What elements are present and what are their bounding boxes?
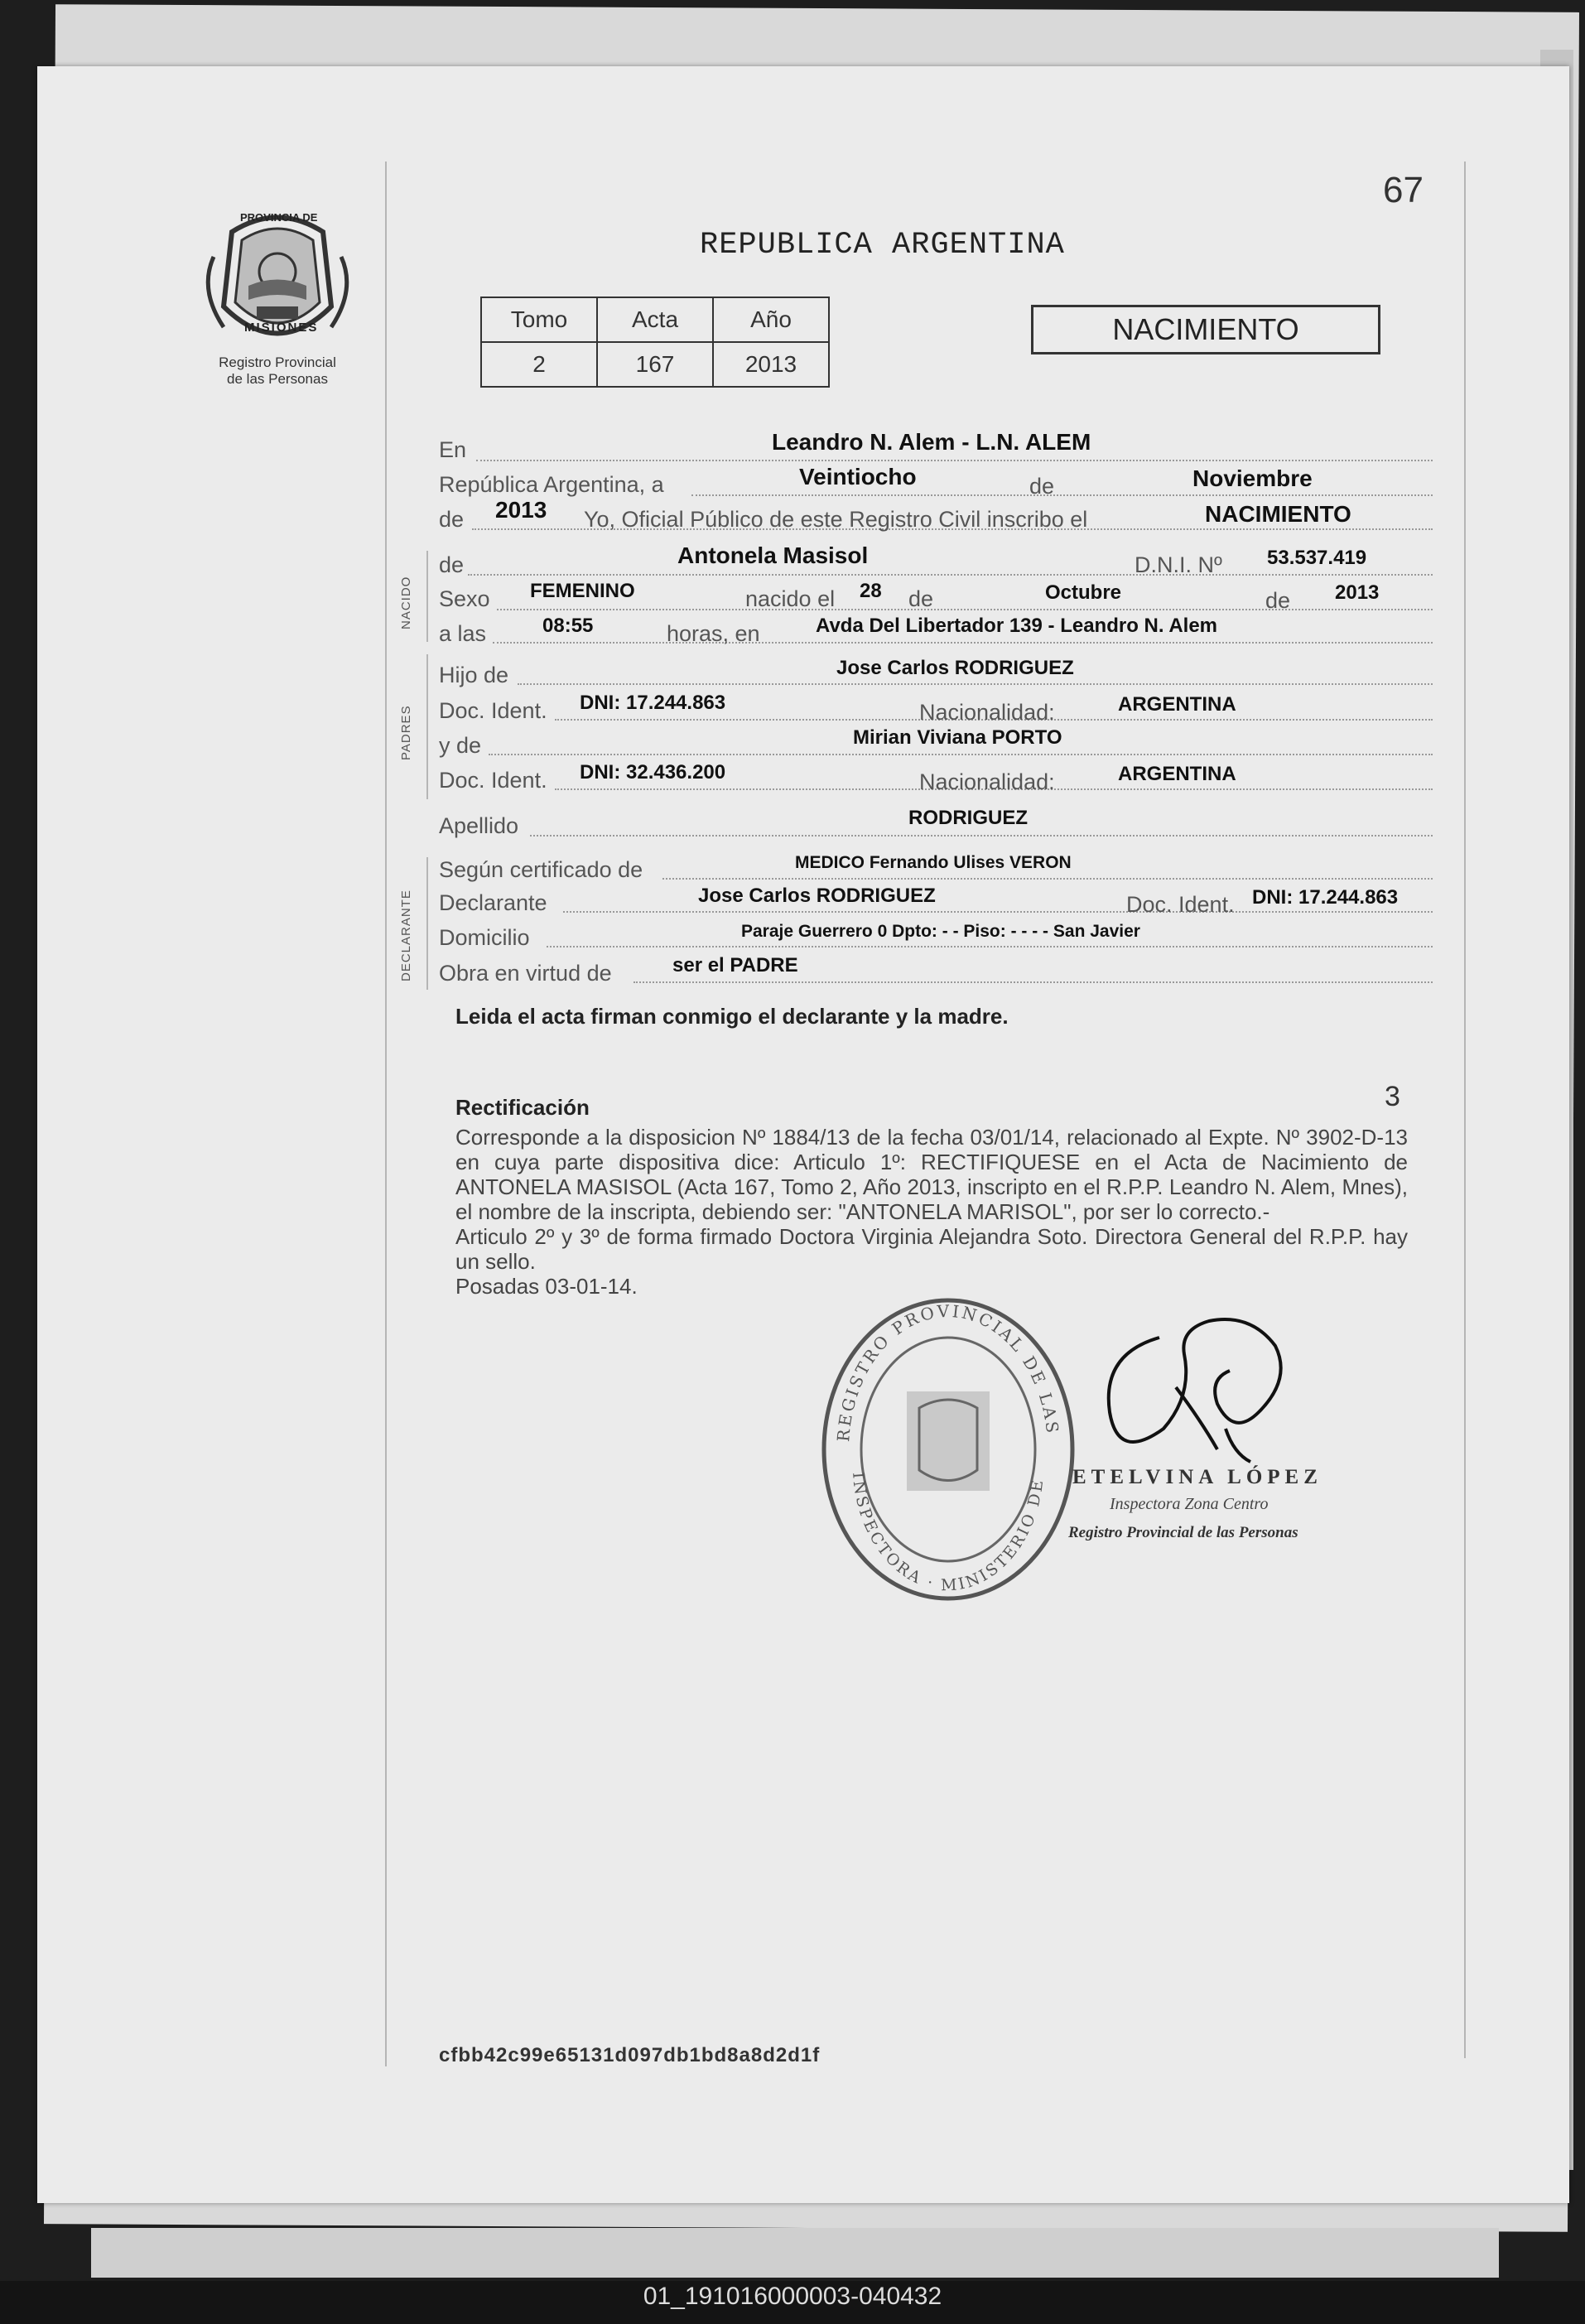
certificado-medico: MEDICO Fernando Ulises VERON: [795, 853, 1072, 872]
certificado-label: Según certificado de: [439, 857, 643, 882]
oficial-text: Yo, Oficial Público de este Registro Civil inscribo el: [584, 507, 1088, 532]
registry-table: [480, 297, 830, 388]
sexo-valor: FEMENINO: [530, 580, 635, 602]
section-label-nacido: NACIDO: [399, 576, 413, 629]
table-cell-anio: 2013: [713, 342, 829, 387]
signature-org: Registro Provincial de las Personas: [1068, 1524, 1298, 1541]
apellido-label: Apellido: [439, 813, 519, 838]
dni-declarante: DNI: 17.244.863: [1252, 886, 1399, 909]
doc-ident-padre-label: Doc. Ident.: [439, 698, 547, 723]
dotline-madre: [489, 754, 1433, 755]
nombre-inscripto: Antonela Masisol: [677, 542, 869, 568]
dotline-declarante: [563, 911, 1433, 913]
rectificacion-body: [455, 1125, 1408, 1299]
rectificacion-paragraph-3: Posadas 03-01-14.: [455, 1274, 638, 1299]
section-label-declarante: DECLARANTE: [399, 890, 413, 981]
nacionalidad-padre-label: Nacionalidad:: [919, 700, 1055, 725]
page-title: REPUBLICA ARGENTINA: [700, 228, 1065, 263]
dia-nacimiento: 28: [860, 580, 882, 602]
table-header-anio: Año: [713, 297, 829, 342]
anio-nacimiento: 2013: [1335, 581, 1380, 604]
dotline-apellido: [530, 835, 1433, 837]
dni-padre: DNI: 17.244.863: [580, 692, 726, 714]
domicilio-valor: Paraje Guerrero 0 Dpto: - - Piso: - - - - San Javier: [741, 922, 1140, 941]
tipo-inscripcion: NACIMIENTO: [1205, 501, 1351, 527]
table-header-acta: Acta: [597, 297, 713, 342]
dotline-padre: [518, 683, 1433, 685]
file-id: 01_191016000003-040432: [643, 2283, 942, 2310]
nombre-declarante: Jose Carlos RODRIGUEZ: [698, 885, 936, 907]
padres-section-line: [426, 654, 428, 799]
official-stamp: [816, 1292, 1081, 1611]
nacionalidad-padre: ARGENTINA: [1118, 693, 1236, 716]
signature-scribble-icon: [1085, 1304, 1300, 1487]
signature-role: Inspectora Zona Centro: [1110, 1495, 1269, 1513]
dni-label: D.N.I. Nº: [1135, 552, 1222, 577]
y-de-label: y de: [439, 733, 482, 758]
nacido-el-label: nacido el: [745, 586, 836, 611]
mes-nacimiento: Octubre: [1045, 581, 1122, 604]
crest-caption-line1: Registro Provincial: [219, 354, 336, 370]
domicilio-label: Domicilio: [439, 925, 530, 950]
obra-label: Obra en virtud de: [439, 961, 612, 986]
de-anio-nac-label: de: [1265, 588, 1291, 613]
crest-top-text: PROVINCIA DE: [240, 211, 318, 224]
sexo-label: Sexo: [439, 586, 490, 611]
horas-en-label: horas, en: [667, 621, 760, 646]
declarante-label: Declarante: [439, 890, 547, 915]
crest-bottom-text: MISIONES: [244, 321, 319, 335]
doc-ident-declarante-label: Doc. Ident.: [1126, 892, 1235, 917]
nacionalidad-madre-label: Nacionalidad:: [919, 769, 1055, 794]
dotline-certificado: [662, 878, 1433, 880]
de-anio-label: de: [439, 507, 465, 532]
rectificacion-paragraph-2: Articulo 2º y 3º de forma firmado Doctora Virginia Alejandra Soto. Directora General del R.P.P. hay un sello.: [455, 1224, 1408, 1274]
doc-ident-madre-label: Doc. Ident.: [439, 768, 547, 793]
right-margin-line: [1464, 162, 1466, 2058]
lugar-inscripcion: Leandro N. Alem - L.N. ALEM: [772, 429, 1091, 455]
document-hash: cfbb42c99e65131d097db1bd8a8d2d1f: [439, 2044, 821, 2066]
record-type-box: NACIMIENTO: [1031, 305, 1380, 354]
republica-label: República Argentina, a: [439, 472, 664, 497]
crest-caption: [186, 354, 369, 388]
dotline-domicilio: [547, 946, 1433, 947]
dotline-sexo: [497, 609, 1433, 610]
table-header-tomo: Tomo: [481, 297, 597, 342]
nacionalidad-madre: ARGENTINA: [1118, 763, 1236, 785]
dotline-en: [476, 460, 1433, 461]
dni-inscripto: 53.537.419: [1267, 547, 1367, 569]
de-label: de: [1029, 474, 1055, 499]
oval-stamp-icon: [816, 1292, 1081, 1607]
rectificacion-number: 3: [1385, 1081, 1400, 1112]
dotline-nombre: [468, 574, 1433, 576]
closing-statement: Leida el acta firman conmigo el declarante y la madre.: [455, 1004, 1009, 1029]
rectificacion-title: Rectificación: [455, 1095, 590, 1120]
dotline-obra: [634, 981, 1433, 983]
hora-nacimiento: 08:55: [542, 615, 594, 637]
nombre-madre: Mirian Viviana PORTO: [853, 726, 1062, 749]
dni-madre: DNI: 32.436.200: [580, 761, 726, 784]
page-number: 67: [1383, 170, 1424, 210]
obra-valor: ser el PADRE: [672, 954, 798, 976]
rectificacion-paragraph-1: Corresponde a la disposicion Nº 1884/13 de la fecha 03/01/14, relacionado al Expte. Nº 3902-D-13 en cuya parte dispositiva dice: Articulo 1º: RECTIFIQUESE en el Acta de Nacimiento de ANTONELA MASISOL (Acta 167, Tomo 2, Año 2013, inscripto en el R.P.P. Leandro N. Alem, Mnes), el nombre de la inscripta, debiendo ser: "ANTONELA MARISOL", por ser lo correcto.-: [455, 1125, 1408, 1224]
paper-back-sheet-bottom: [91, 2228, 1499, 2278]
dia-inscripcion: Veintiocho: [799, 464, 917, 489]
handwritten-signature: [1085, 1304, 1300, 1491]
nombre-padre: Jose Carlos RODRIGUEZ: [836, 657, 1074, 679]
de-mes-label: de: [908, 586, 934, 611]
stamp-bottom-text: INSPECTORA · MINISTERIO DE: [849, 1471, 1048, 1595]
dotline-hora: [493, 642, 1433, 644]
mes-inscripcion: Noviembre: [1192, 465, 1313, 491]
a-las-label: a las: [439, 621, 487, 646]
table-cell-acta: 167: [597, 342, 713, 387]
signature-name: ETELVINA LÓPEZ: [1072, 1466, 1322, 1488]
crest-caption-line2: de las Personas: [227, 371, 328, 387]
declarante-section-line: [426, 857, 428, 990]
nacido-section-line: [426, 551, 428, 642]
en-label: En: [439, 437, 467, 462]
left-margin-line: [385, 162, 387, 2066]
section-label-padres: PADRES: [399, 705, 413, 760]
stamp-top-text: REGISTRO PROVINCIAL DE LAS: [833, 1300, 1063, 1443]
dotline-republica: [691, 494, 1433, 496]
lugar-nacimiento: Avda Del Libertador 139 - Leandro N. Alem: [816, 615, 1218, 637]
anio-inscripcion: 2013: [495, 497, 547, 523]
de-nombre-label: de: [439, 552, 465, 577]
hijo-de-label: Hijo de: [439, 663, 509, 687]
apellido-valor: RODRIGUEZ: [908, 807, 1028, 829]
table-cell-tomo: 2: [481, 342, 597, 387]
